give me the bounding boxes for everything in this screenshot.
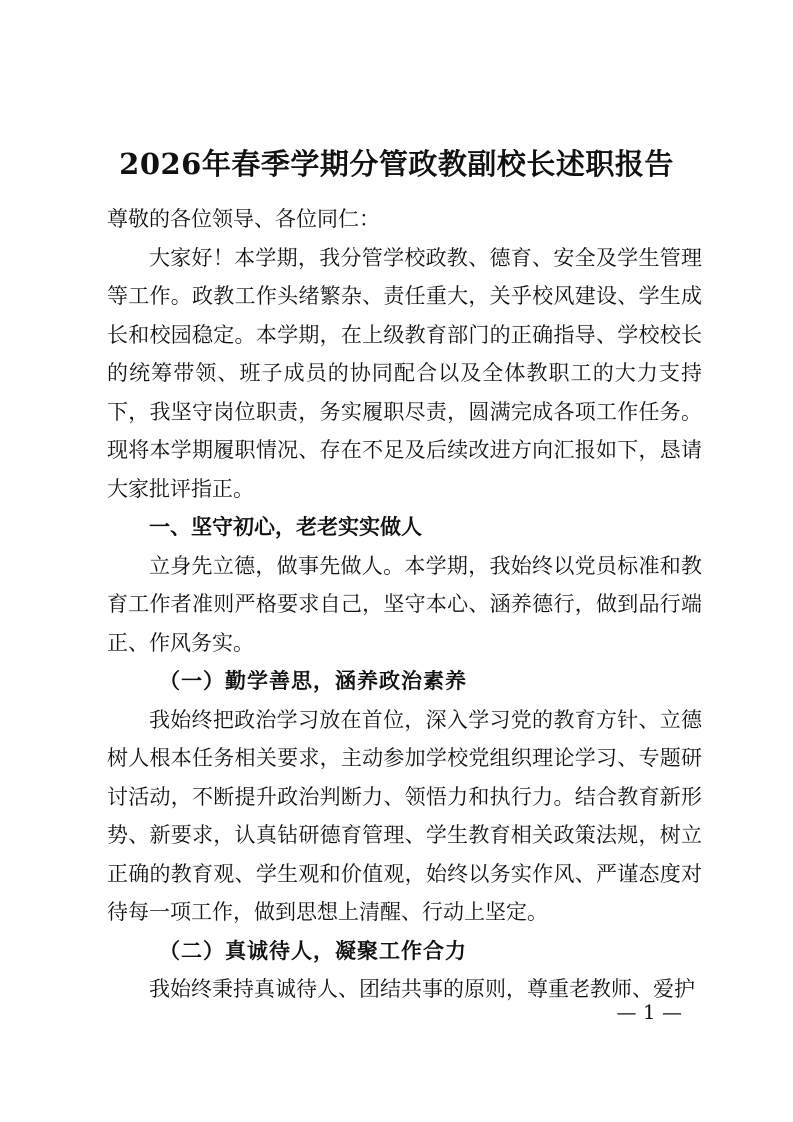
salutation: 尊敬的各位领导、各位同仁： — [107, 207, 380, 231]
document-body — [107, 200, 702, 1009]
paragraph-subsection-1: 我始终把政治学习放在首位，深入学习党的教育方针、立德树人根本任务相关要求，主动参加学校党组织理论学习、专题研讨活动，不断提升政治判断力、领悟力和执行力。结合教育新形势、新要求，认真钻研德育管理、学生教育相关政策法规，树立正确的教育观、学生观和价值观，始终以务实作风、严谨态度对待每一项工作，做到思想上清醒、行动上坚定。 — [107, 707, 702, 924]
paragraph-section-1: 立身先立德，做事先做人。本学期，我始终以党员标准和教育工作者准则严格要求自己，坚守本心、涵养德行，做到品行端正、作风务实。 — [107, 553, 702, 655]
paragraph-subsection-2: 我始终秉持真诚待人、团结共事的原则，尊重老教师、爱护 — [149, 977, 695, 1001]
page-number: — 1 — — [616, 1000, 682, 1024]
paragraph-intro: 大家好！本学期，我分管学校政教、德育、安全及学生管理等工作。政教工作头绪繁杂、责任重大，关乎校风建设、学生成长和校园稳定。本学期，在上级教育部门的正确指导、学校校长的统筹带领、班子成员的协同配合以及全体教职工的大力支持下，我坚守岗位职责，务实履职尽责，圆满完成各项工作任务。现将本学期履职情况、存在不足及后续改进方向汇报如下，恳请大家批评指正。 — [107, 245, 702, 501]
subsection-heading-1: （一）勤学善思，涵养政治素养 — [159, 668, 467, 693]
document-title: 2026年春季学期分管政教副校长述职报告 — [119, 147, 674, 181]
section-heading-1: 一、坚守初心，老老实实做人 — [149, 514, 422, 539]
subsection-heading-2: （二）真诚待人，凝聚工作合力 — [159, 937, 467, 963]
